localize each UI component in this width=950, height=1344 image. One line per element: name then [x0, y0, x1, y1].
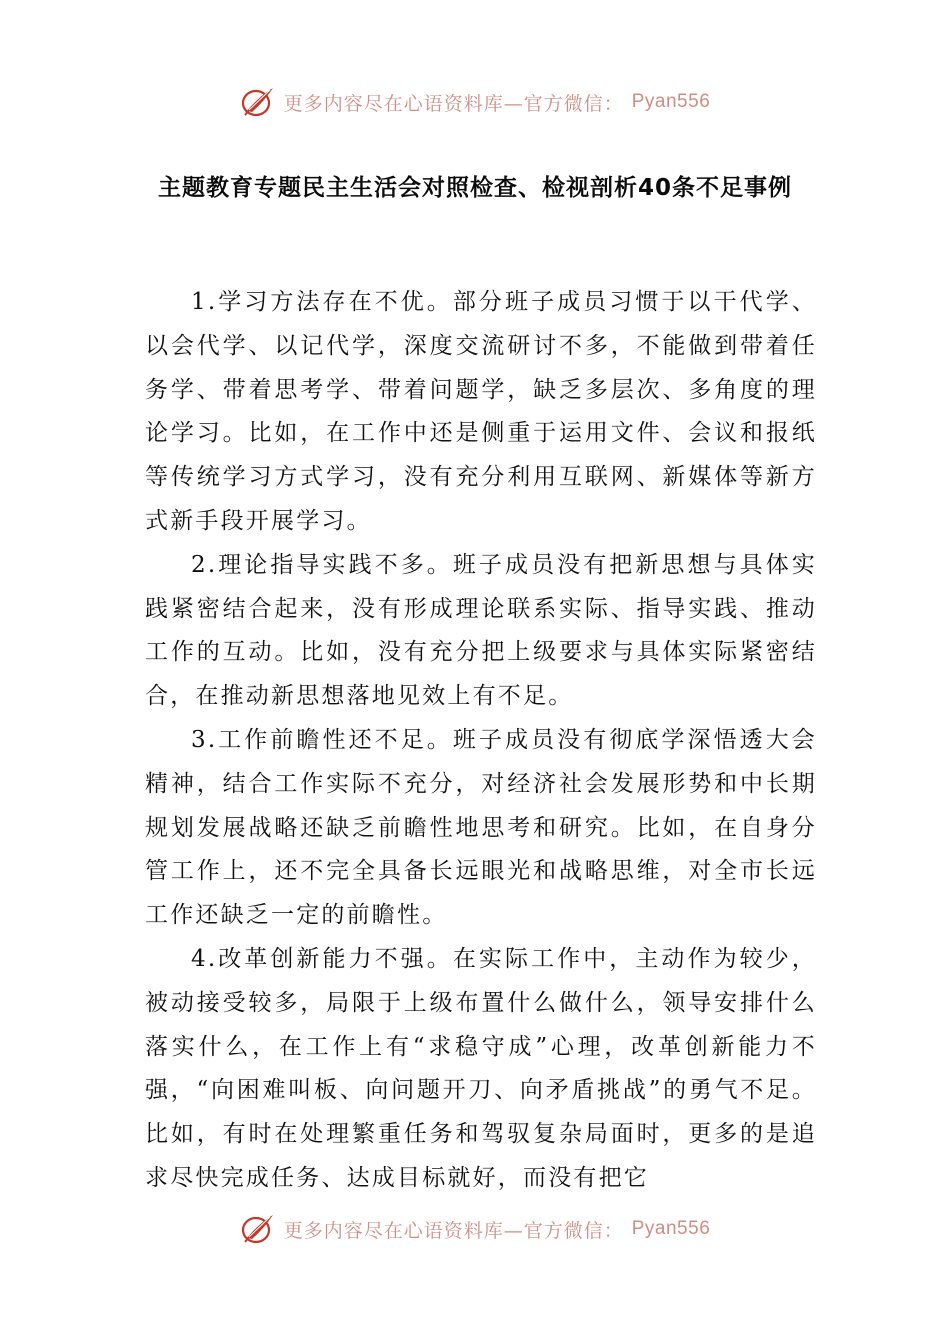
document-body [145, 281, 817, 1201]
quill-pen-logo-icon [240, 1211, 276, 1247]
watermark-wechat-id: Pyan556 [631, 1218, 711, 1239]
paragraph: 2.理论指导实践不多。班子成员没有把新思想与具体实践紧密结合起来，没有形成理论联系实际、指导实践、推动工作的互动。比如，没有充分把上级要求与具体实际紧密结合，在推动新思想落地见效上有不足。 [145, 551, 817, 710]
footer-watermark [0, 1207, 950, 1251]
watermark-wechat-id: Pyan556 [631, 91, 711, 112]
quill-pen-logo-icon [240, 84, 276, 120]
watermark-text: 更多内容尽在心语资料库—官方微信： [283, 92, 624, 115]
paragraph: 4.改革创新能力不强。在实际工作中，主动作为较少，被动接受较多，局限于上级布置什么做什么，领导安排什么落实什么，在工作上有“求稳守成”心理，改革创新能力不强，“向困难叫板、向问题开刀、向矛盾挑战”的勇气不足。比如，有时在处理繁重任务和驾驭复杂局面时，更多的是追求尽快完成任务、达成目标就好，而没有把它 [145, 945, 817, 1191]
document-title: 主题教育专题民主生活会对照检查、检视剖析40条不足事例 [157, 175, 792, 201]
watermark-text: 更多内容尽在心语资料库—官方微信： [283, 1219, 624, 1242]
paragraph: 1.学习方法存在不优。部分班子成员习惯于以干代学、以会代学、以记代学，深度交流研讨不多，不能做到带着任务学、带着思考学、带着问题学，缺乏多层次、多角度的理论学习。比如，在工作中还是侧重于运用文件、会议和报纸等传统学习方式学习，没有充分利用互联网、新媒体等新方式新手段开展学习。 [145, 289, 817, 534]
paragraph: 3.工作前瞻性还不足。班子成员没有彻底学深悟透大会精神，结合工作实际不充分，对经济社会发展形势和中长期规划发展战略还缺乏前瞻性地思考和研究。比如，在自身分管工作上，还不完全具备长远眼光和战略思维，对全市长远工作还缺乏一定的前瞻性。 [145, 726, 817, 929]
header-watermark [0, 80, 950, 124]
